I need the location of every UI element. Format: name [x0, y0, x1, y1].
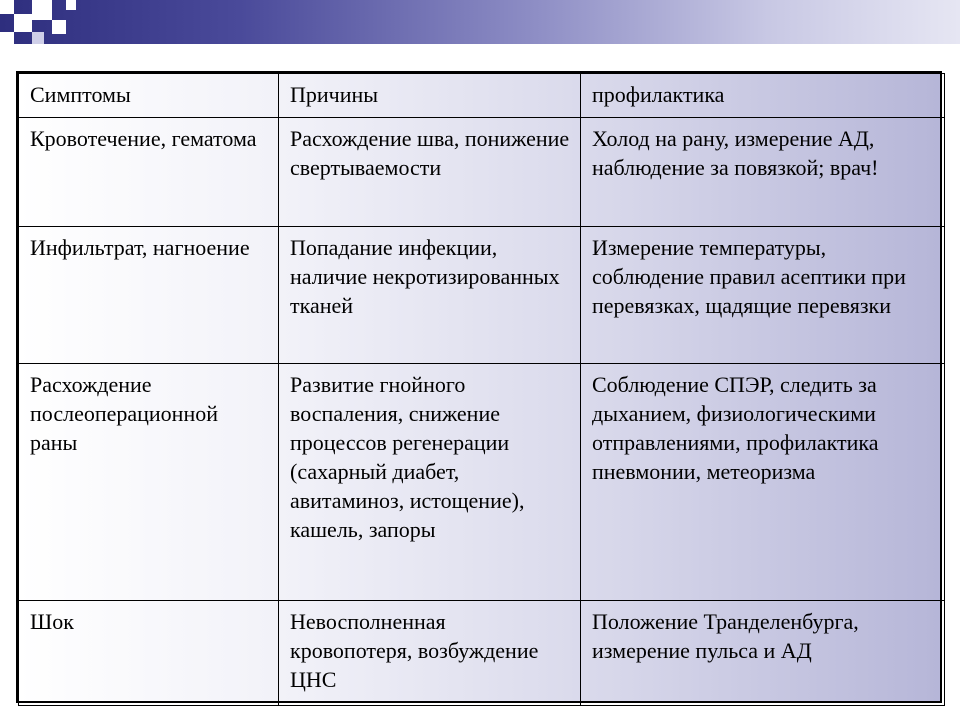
table-row [19, 118, 945, 227]
complications-table-container [16, 71, 942, 703]
decorative-square [52, 20, 66, 34]
cell-prevention: Измерение температуры, соблюдение правил асептики при перевязках, щадящие перевязки [581, 227, 945, 364]
header-prevention: профилактика [581, 74, 945, 118]
decorative-header-band [0, 0, 960, 44]
table-row [19, 601, 945, 706]
decorative-square [32, 0, 52, 20]
decorative-square [66, 0, 76, 10]
decorative-square [0, 0, 14, 14]
cell-prevention: Соблюдение СПЭР, следить за дыханием, физиологическими отправлениями, профилактика пневмонии, метеоризма [581, 364, 945, 601]
cell-cause: Невосполненная кровопотеря, возбуждение ЦНС [279, 601, 581, 706]
cell-prevention: Положение Транделенбурга, измерение пульса и АД [581, 601, 945, 706]
header-causes: Причины [279, 74, 581, 118]
decorative-square [0, 32, 14, 44]
cell-cause: Расхождение шва, понижение свертываемости [279, 118, 581, 227]
cell-symptom: Расхождение послеоперационной раны [19, 364, 279, 601]
cell-symptom: Кровотечение, гематома [19, 118, 279, 227]
decorative-square [14, 14, 32, 32]
cell-symptom: Шок [19, 601, 279, 706]
table-row [19, 364, 945, 601]
cell-symptom: Инфильтрат, нагноение [19, 227, 279, 364]
cell-cause: Попадание инфекции, наличие некротизированных тканей [279, 227, 581, 364]
cell-prevention: Холод на рану, измерение АД, наблюдение за повязкой; врач! [581, 118, 945, 227]
header-symptoms: Симптомы [19, 74, 279, 118]
cell-cause: Развитие гнойного воспаления, снижение процессов регенерации (сахарный диабет, авитаминоз, истощение), кашель, запоры [279, 364, 581, 601]
table-header-row [19, 74, 945, 118]
decorative-square [32, 32, 44, 44]
table-row [19, 227, 945, 364]
complications-table [18, 73, 945, 706]
